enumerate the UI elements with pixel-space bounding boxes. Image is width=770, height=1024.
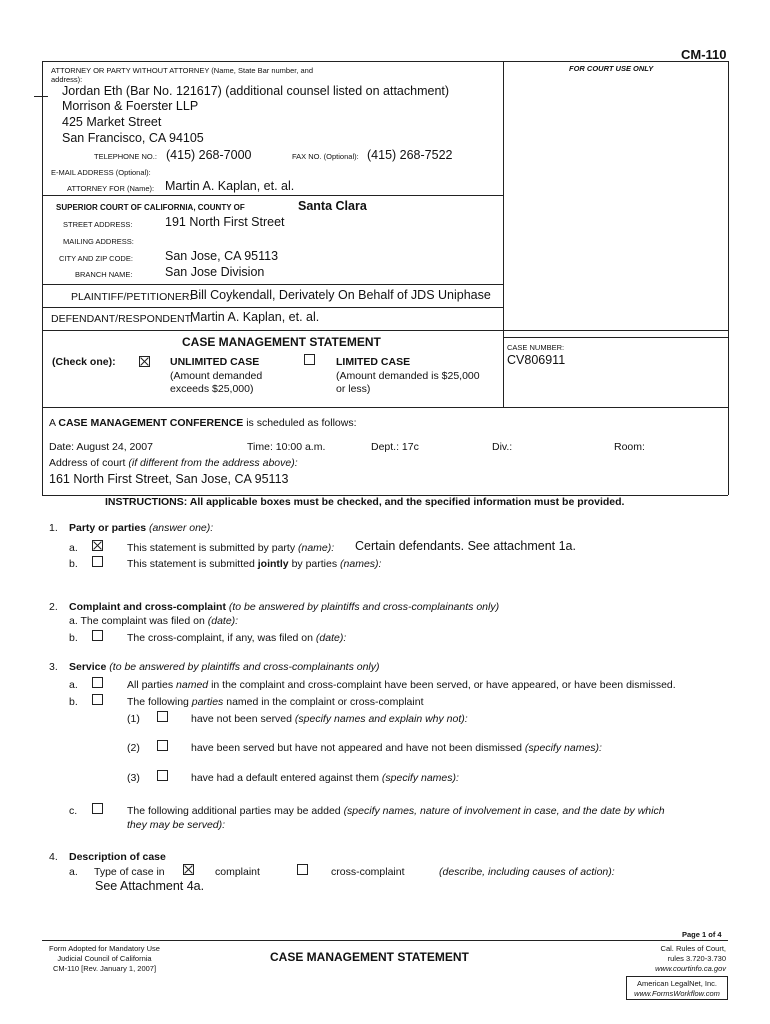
s2b-letter: b. — [69, 632, 78, 644]
s3a-text: All parties named in the complaint and cross-complaint have been served, or have appeared, or have been dismissed. — [127, 679, 676, 691]
s3c-text: The following additional parties may be added (specify names, nature of involvement in case, and the date by which — [127, 805, 665, 817]
city-label: CITY AND ZIP CODE: — [59, 254, 133, 263]
plaintiff-label: PLAINTIFF/PETITIONER: — [71, 291, 193, 303]
conference-div: Div.: — [492, 441, 513, 453]
s2-title: Complaint and cross-complaint (to be answered by plaintiffs and cross-complainants only) — [69, 601, 500, 613]
footer-left-2: Judicial Council of California — [57, 954, 152, 963]
s3b1-text: have not been served (specify names and explain why not): — [191, 713, 468, 725]
attorney-label-2: address): — [51, 75, 83, 84]
s3-num: 3. — [49, 661, 58, 673]
attorney-label: ATTORNEY OR PARTY WITHOUT ATTORNEY (Name, State Bar number, and — [51, 66, 314, 75]
footer-right-3[interactable]: www.courtinfo.ca.gov — [655, 964, 726, 973]
conference-intro: A CASE MANAGEMENT CONFERENCE is scheduled as follows: — [49, 417, 357, 429]
s1a-checkbox[interactable] — [92, 540, 103, 551]
street-label: STREET ADDRESS: — [63, 220, 133, 229]
legalnet-url[interactable]: www.FormsWorkflow.com — [634, 989, 720, 998]
s4-note: (describe, including causes of action): — [439, 866, 615, 878]
attorney-street: 425 Market Street — [62, 115, 162, 129]
footer-title: CASE MANAGEMENT STATEMENT — [270, 950, 469, 964]
statement-title: CASE MANAGEMENT STATEMENT — [182, 335, 381, 349]
case-number-value: CV806911 — [507, 353, 566, 367]
street-value: 191 North First Street — [165, 215, 285, 229]
s3c-note2: they may be served): — [127, 819, 226, 831]
s4-num: 4. — [49, 851, 58, 863]
telephone-value: (415) 268-7000 — [166, 148, 252, 162]
s3b-checkbox[interactable] — [92, 694, 103, 705]
s4-complaint-label: complaint — [215, 866, 260, 878]
s4-cross-label: cross-complaint — [331, 866, 405, 878]
court-label: SUPERIOR COURT OF CALIFORNIA, COUNTY OF — [56, 203, 245, 212]
case-number-label: CASE NUMBER: — [507, 343, 565, 352]
attorney-firm: Morrison & Foerster LLP — [62, 99, 199, 113]
unlimited-checkbox[interactable] — [139, 356, 150, 367]
plaintiff-value: Bill Coykendall, Derivately On Behalf of JDS Uniphase — [190, 288, 491, 302]
court-address-label: Address of court (if different from the address above): — [49, 457, 298, 469]
footer-right-2: rules 3.720-3.730 — [667, 954, 726, 963]
s1-num: 1. — [49, 522, 58, 534]
s3b1-checkbox[interactable] — [157, 711, 168, 722]
s1a-text: This statement is submitted by party (name): — [127, 542, 335, 554]
footer-right-1: Cal. Rules of Court, — [660, 944, 726, 953]
s3b3-text: have had a default entered against them (specify names): — [191, 772, 459, 784]
s2a-text: a. The complaint was filed on (date): — [69, 615, 239, 627]
s3b2-num: (2) — [127, 742, 140, 754]
s3c-checkbox[interactable] — [92, 803, 103, 814]
s3b2-text: have been served but have not appeared and have not been dismissed (specify names): — [191, 742, 602, 754]
form-id: CM-110 — [681, 47, 727, 62]
attorney-for-value: Martin A. Kaplan, et. al. — [165, 179, 295, 193]
conference-time: Time: 10:00 a.m. — [247, 441, 326, 453]
s3b3-checkbox[interactable] — [157, 770, 168, 781]
limited-checkbox[interactable] — [304, 354, 315, 365]
s1b-text: This statement is submitted jointly by parties (names): — [127, 558, 382, 570]
s1a-letter: a. — [69, 542, 78, 554]
s4a-text: Type of case in — [94, 866, 165, 878]
s3c-letter: c. — [69, 805, 78, 817]
s1-title: Party or parties (answer one): — [69, 522, 214, 534]
s3b-text: The following parties named in the complaint or cross-complaint — [127, 696, 424, 708]
branch-label: BRANCH NAME: — [75, 270, 133, 279]
attorney-city: San Francisco, CA 94105 — [62, 131, 204, 145]
limited-sub2: or less) — [336, 383, 371, 395]
email-label: E-MAIL ADDRESS (Optional): — [51, 168, 151, 177]
s2b-text: The cross-complaint, if any, was filed on (date): — [127, 632, 347, 644]
telephone-label: TELEPHONE NO.: — [94, 152, 157, 161]
unlimited-sub1: (Amount demanded — [170, 370, 263, 382]
s1b-letter: b. — [69, 558, 78, 570]
s4-title: Description of case — [69, 851, 166, 863]
legalnet-box — [626, 976, 728, 1000]
s4a-letter: a. — [69, 866, 78, 878]
conference-dept: Dept.: 17c — [371, 441, 419, 453]
s2-num: 2. — [49, 601, 58, 613]
s3a-letter: a. — [69, 679, 78, 691]
s1b-checkbox[interactable] — [92, 556, 103, 567]
check-one-label: (Check one): — [52, 356, 116, 368]
page-number: Page 1 of 4 — [682, 930, 722, 939]
limited-label: LIMITED CASE — [336, 356, 411, 368]
court-address-value: 161 North First Street, San Jose, CA 95113 — [49, 472, 289, 486]
legalnet-name: American LegalNet, Inc. — [636, 979, 718, 988]
branch-value: San Jose Division — [165, 265, 265, 279]
fax-value: (415) 268-7522 — [367, 148, 453, 162]
s3b1-num: (1) — [127, 713, 140, 725]
mailing-label: MAILING ADDRESS: — [63, 237, 134, 246]
conference-room: Room: — [614, 441, 645, 453]
defendant-value: Martin A. Kaplan, et. al. — [190, 310, 320, 324]
court-use-label: FOR COURT USE ONLY — [569, 64, 654, 73]
s1a-value: Certain defendants. See attachment 1a. — [355, 539, 576, 553]
attorney-for-label: ATTORNEY FOR (Name): — [67, 184, 155, 193]
footer-left-1: Form Adopted for Mandatory Use — [49, 944, 160, 953]
unlimited-label: UNLIMITED CASE — [170, 356, 260, 368]
s3b-letter: b. — [69, 696, 78, 708]
s4-cross-checkbox[interactable] — [297, 864, 308, 875]
s4-value: See Attachment 4a. — [95, 879, 205, 893]
unlimited-sub2: exceeds $25,000) — [170, 383, 254, 395]
defendant-label: DEFENDANT/RESPONDENT: — [51, 313, 193, 325]
s3b2-checkbox[interactable] — [157, 740, 168, 751]
fax-label: FAX NO. (Optional): — [292, 152, 359, 161]
footer-left-3: CM-110 [Rev. January 1, 2007] — [52, 964, 157, 973]
s3-title: Service (to be answered by plaintiffs and cross-complainants only) — [69, 661, 380, 673]
instructions: INSTRUCTIONS: All applicable boxes must be checked, and the specified information must be provided. — [105, 496, 625, 508]
conference-date: Date: August 24, 2007 — [49, 441, 153, 453]
attorney-name: Jordan Eth (Bar No. 121617) (additional counsel listed on attachment) — [62, 84, 450, 98]
s3b3-num: (3) — [127, 772, 140, 784]
limited-sub1: (Amount demanded is $25,000 — [336, 370, 480, 382]
city-value: San Jose, CA 95113 — [165, 249, 279, 263]
court-county: Santa Clara — [298, 199, 367, 213]
s2b-checkbox[interactable] — [92, 630, 103, 641]
s3a-checkbox[interactable] — [92, 677, 103, 688]
s4-complaint-checkbox[interactable] — [183, 864, 194, 875]
